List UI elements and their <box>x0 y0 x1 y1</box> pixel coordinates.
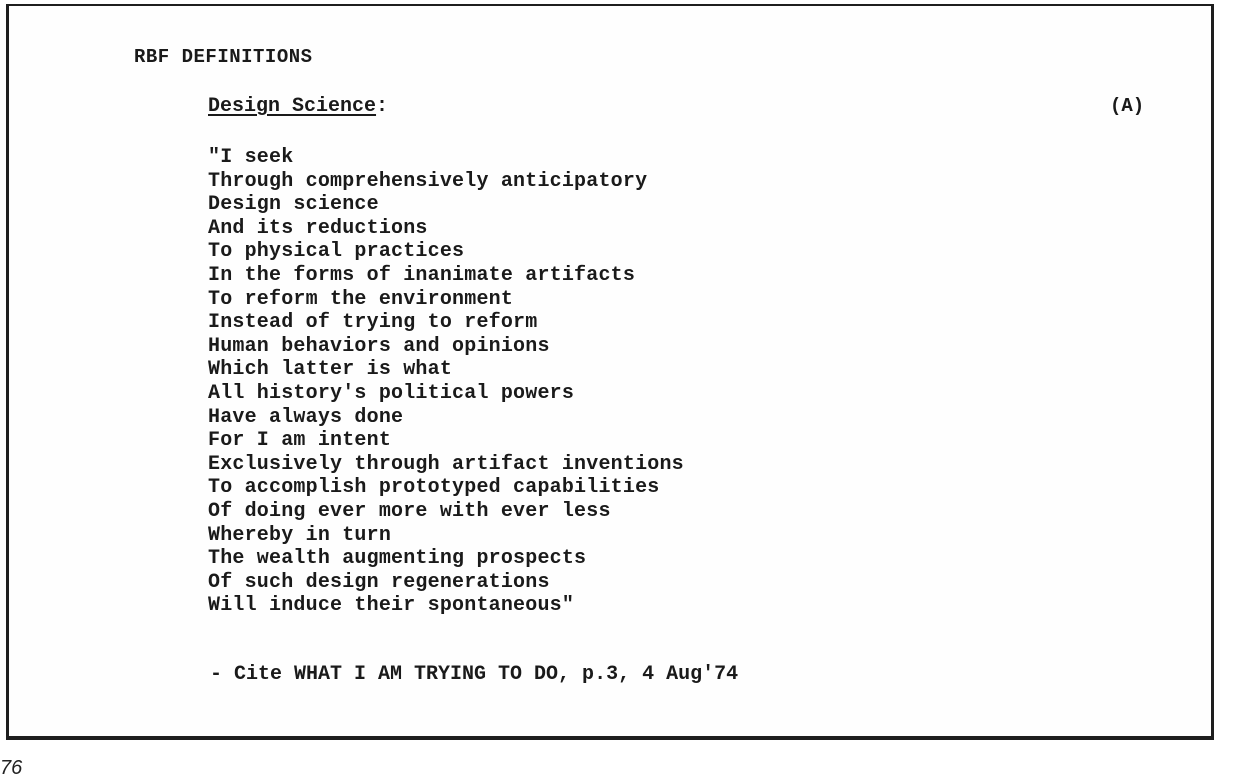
quote-line: For I am intent <box>208 429 392 453</box>
citation: - Cite WHAT I AM TRYING TO DO, p.3, 4 Aug'74 <box>210 663 739 686</box>
quote-line: Human behaviors and opinions <box>208 334 550 358</box>
document-header: RBF DEFINITIONS <box>134 46 313 68</box>
section-title-colon: : <box>376 95 389 118</box>
quote-line: To physical practices <box>208 240 465 264</box>
quote-line: Whereby in turn <box>208 523 392 547</box>
quote-line: Instead of trying to reform <box>208 311 538 335</box>
quote-line: In the forms of inanimate artifacts <box>208 263 636 287</box>
section-label: (A) <box>1110 95 1145 117</box>
quote-line: To reform the environment <box>208 287 514 311</box>
quote-line: "I seek <box>208 146 294 169</box>
quote-line: Have always done <box>208 405 404 429</box>
section-title <box>208 95 388 118</box>
quote-line: Which latter is what <box>208 358 453 382</box>
page-number: 76 <box>0 757 23 775</box>
quote-line: Will induce their spontaneous" <box>208 594 575 618</box>
quote-line: And its reductions <box>208 216 428 240</box>
quote-line: The wealth augmenting prospects <box>208 547 587 571</box>
quote-line: Of such design regenerations <box>208 570 550 594</box>
quote-block <box>208 146 684 618</box>
quote-line: All history's political powers <box>208 381 575 405</box>
quote-line: Through comprehensively anticipatory <box>208 169 648 193</box>
quote-line: Exclusively through artifact inventions <box>208 452 684 476</box>
section-title-text: Design Science <box>208 95 377 118</box>
quote-line: Design science <box>208 193 379 217</box>
quote-line: To accomplish prototyped capabilities <box>208 476 660 500</box>
quote-line: Of doing ever more with ever less <box>208 499 611 523</box>
